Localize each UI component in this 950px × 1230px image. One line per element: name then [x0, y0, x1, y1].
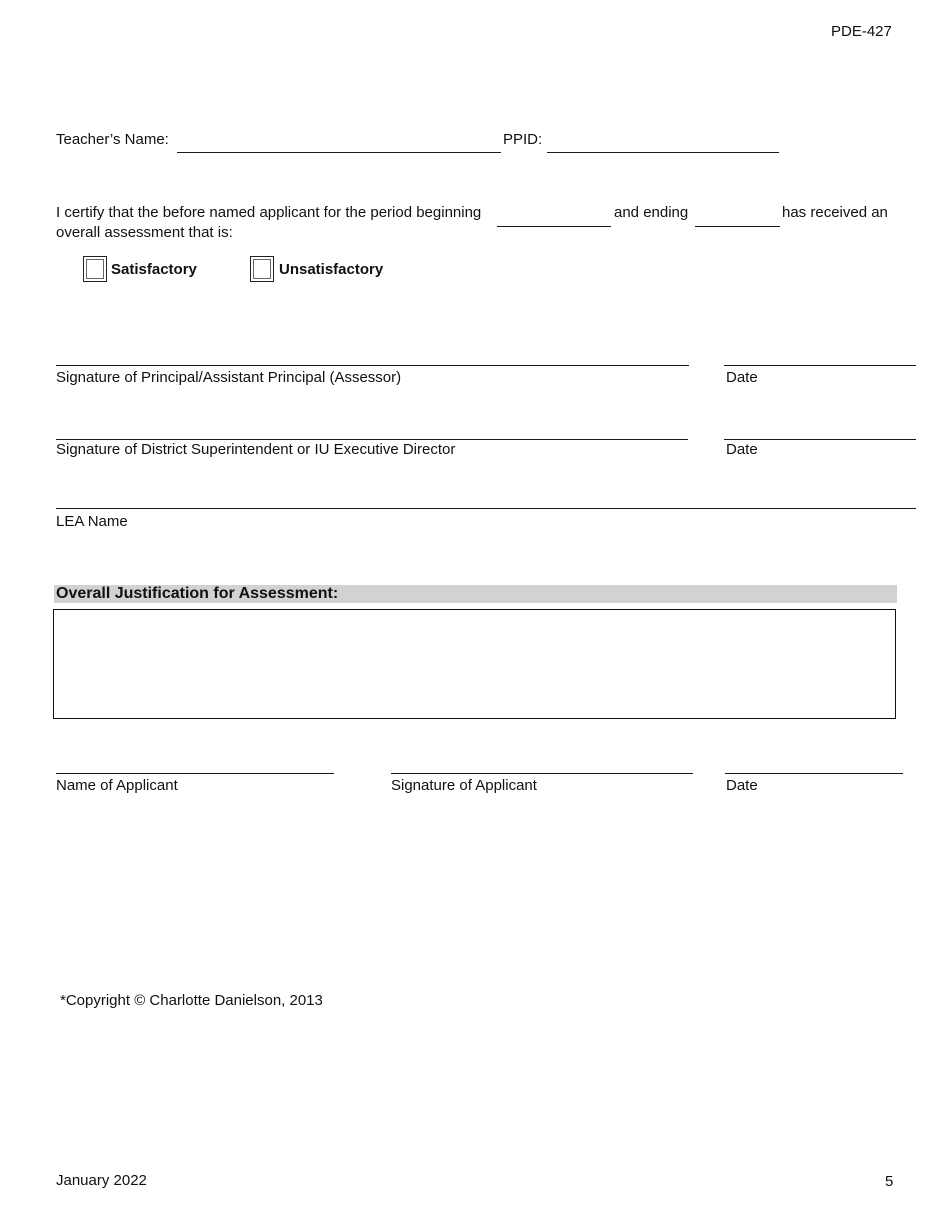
- copyright-notice: *Copyright © Charlotte Danielson, 2013: [60, 992, 323, 1009]
- ppid-label: PPID:: [503, 131, 543, 148]
- applicant-date-line[interactable]: [725, 773, 903, 774]
- superintendent-signature-line[interactable]: [56, 439, 688, 440]
- applicant-signature-line[interactable]: [391, 773, 693, 774]
- footer-date: January 2022: [56, 1172, 147, 1189]
- period-begin-field[interactable]: [497, 226, 611, 227]
- assessor-signature-line[interactable]: [56, 365, 689, 366]
- lea-name-label: LEA Name: [56, 513, 128, 530]
- assessor-date-line[interactable]: [724, 365, 916, 366]
- page-number: 5: [885, 1173, 894, 1190]
- received-text: has received an: [782, 204, 888, 221]
- applicant-signature-label: Signature of Applicant: [391, 777, 537, 794]
- justification-heading: Overall Justification for Assessment:: [56, 585, 339, 602]
- superintendent-date-line[interactable]: [724, 439, 916, 440]
- certification-text: I certify that the before named applicant for the period beginning: [56, 204, 482, 221]
- justification-textbox[interactable]: [53, 609, 896, 719]
- applicant-date-label: Date: [726, 777, 758, 794]
- lea-name-line[interactable]: [56, 508, 916, 509]
- applicant-name-label: Name of Applicant: [56, 777, 178, 794]
- satisfactory-checkbox[interactable]: [83, 256, 107, 282]
- form-id: PDE-427: [831, 23, 892, 40]
- teacher-name-field[interactable]: [177, 152, 501, 153]
- superintendent-signature-label: Signature of District Superintendent or IU Executive Director: [56, 441, 456, 458]
- ppid-field[interactable]: [547, 152, 779, 153]
- superintendent-date-label: Date: [726, 441, 758, 458]
- unsatisfactory-label: Unsatisfactory: [279, 261, 384, 278]
- assessor-date-label: Date: [726, 369, 758, 386]
- certification-text-line2: overall assessment that is:: [56, 224, 233, 241]
- period-end-field[interactable]: [695, 226, 780, 227]
- and-ending-label: and ending: [614, 204, 689, 221]
- assessor-signature-label: Signature of Principal/Assistant Principal (Assessor): [56, 369, 402, 386]
- unsatisfactory-checkbox[interactable]: [250, 256, 274, 282]
- applicant-name-line[interactable]: [56, 773, 334, 774]
- satisfactory-label: Satisfactory: [111, 261, 197, 278]
- teacher-name-label: Teacher’s Name:: [56, 131, 169, 148]
